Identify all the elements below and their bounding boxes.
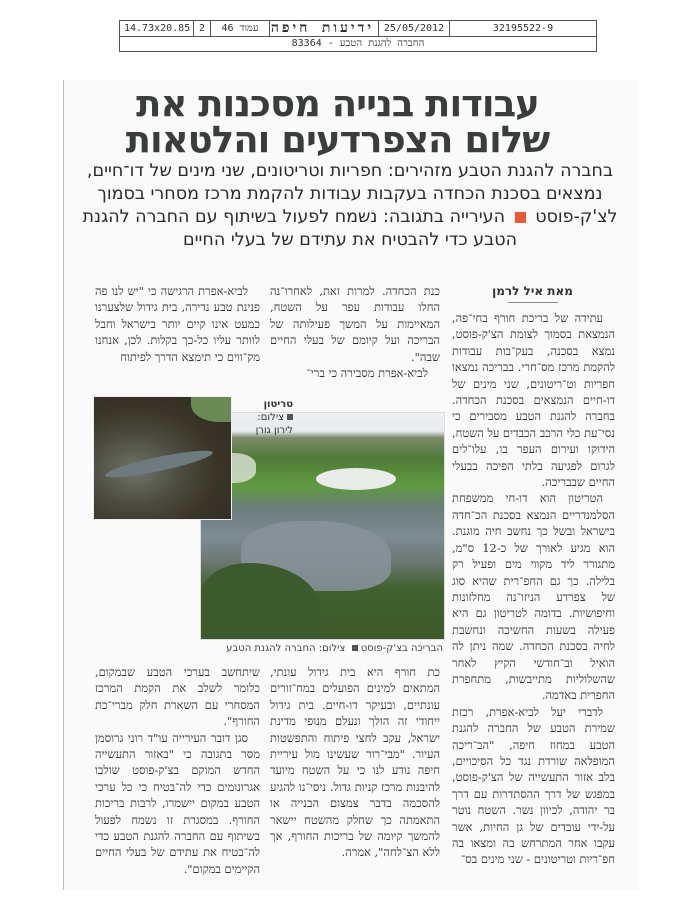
triton-caption-credit: לירון גורן [255,425,293,436]
column-left-top [95,283,260,365]
byline-divider [508,302,558,303]
clip-page [211,21,270,36]
paragraph: הטריטון הוא דו-חי ממשפחת הסלמנדריים הנמצא בסכנת הכ־חדה בישראל ובשל כך נחשב חיה מוגנת. הוא מגיע לאורך של כ-12 ס"מ, מתגורר ליד מקווי מים ופעיל רק בלילה. כך גם החפ־רית שהיא סוג של צפרדע הניזו־נה מחלזונות וחיפושיות. בדומה לטריטון גם היא פעילה בשעות החשיכה ונחשבת לחיה בסכנת הכחדה. שמה ניתן לה הואיל וב־חודשי הקיץ לאחר שהשלוליות מתייבשות, מתחפרת החפרית באדמה. [452,491,615,703]
triton-caption-title: טריטון [263,399,293,410]
square-bullet-icon [352,645,358,651]
column-left-bottom [95,664,260,877]
pond-caption-credit-label: צילום: [318,643,346,654]
clip-newspaper: ידיעות חיפה [270,21,379,36]
clip-page-number: 46 [221,23,234,34]
clip-date: 25/05/2012 [379,21,450,36]
pond-caption-credit: החברה להגנת הטבע [226,643,316,654]
clip-count: 2 [194,21,211,36]
paragraph: כת חורף היא בית גידול עונתי, המתאים למינים הפועלים במח־זורים עונתיים, ובעיקר דו-חיים. בית גידול ייחודי זה הולך ונעלם מנופי מדינת ישראל, עקב לחצי פיתוח והתפשטות העיור. "מבי־רור שעשינו מול עיריית חיפה נודע לנו כי על השטח מיועד להיבנות מרכז קניות גדול. ניסי־נו להגיע להסכמה בדבר צמצום הבנייה או התאמתה כך שחלק מהשטח יישאר להמשך קיומה של בריכות החורף, אך ללא הצ־לחה", אמרה. [270,665,440,860]
article-headline [70,82,605,161]
clip-client: החברה להגנת הטבע - 83364 [291,38,425,49]
paragraph: סגן דובר העירייה עו"ד רוני גרוסמן מסר בתגובה כי "באזור התעשייה החדש המוקם בצ'ק-פוסט שולבו אגרונומים כדי לה־בטיח כי כל ערכי הטבע במקום יישמרו, לרבות בריכות החורף. במסגרת זו נשמח לפעול בשיתוף עם החברה להגנת הטבע כדי לה־בטיח את עתידם של בעלי החיים הקיימים במקום". [95,730,260,876]
column-middle-bottom [270,664,440,861]
subhead-part-2: העירייה בתגובה: נשמח לפעול בשיתוף עם החברה להגנת הטבע כדי להבטיח את עתידם של בעלי החיים [82,207,518,250]
triton-caption [233,398,293,437]
pond-caption [200,643,443,654]
byline: מאת איל לרמן [492,284,573,298]
photo-pond [200,412,445,640]
column-middle-top [270,283,440,381]
paragraph: לביא-אפרת הרגישה כי "יש לנו פה פנינת טבע נדירה, בית גידול שלצערנו כמעט אינו קיים יותר בישראל וחבל לוותר עליו כל-כך בקלות. לכן, אנחנו מק־ווים כי תימצא הדרך לפיתוח [95,284,260,364]
square-bullet-icon [287,414,293,420]
headline-line-1: עבודות בנייה מסכנות את [136,82,539,125]
pond-caption-title: הבריכה בצ'ק-פוסט [360,643,443,654]
column-right [452,310,615,868]
paragraph: לביא-אפרת מסבירה כי ברי־ [306,366,428,381]
triton-caption-credit-label: צילום: [257,412,284,423]
photo-triton [93,396,232,520]
clipping-header [119,20,597,52]
paragraph: כנת הכחדה. למרות זאת, לאחרו־נה החלו עבודות עפר על השטח, המאיימות על המשך פעילותה של הבריכה ועל קיומם של בעלי החיים שבה". [270,284,440,364]
paragraph: לדברי יעל לביא-אפרת, רכזת שמירת הטבע של החברה להגנת הטבע במחוז חיפה, "הב־ריכה המופלאה שורדת נגד כל הסיכויים, בלב אזור התעשייה של הצ'ק-פוסט, במפגש של דרך ההסתדרות עם דרך בר יהודה, לכיוון נשר. השטח נוטר על-ידי עובדים של גן החיות, אשר עקבו אחר המתרחש בה ומצאו בה חפ־ריות וטריטונים - שני מינים בס־ [452,704,615,867]
photo-detail [316,468,396,490]
paragraph: עתידה של בריכת חורף בחי־פה, הנמצאת בסמוך לצומת הצ'ק-פוסט, נמצא בסכנה, בעק־בות עבודות להקמת מרכז מס־חרי. בבריכה נמצאו חפריות וט־ריטונים, שני מינים של דו-חיים הנמצאים בסכנת הכחדה. בחברה להגנת הטבע מסבירים כי נסי־עת כלי הרכב הכבדים על השטח, הידוקו ועירום העפר בו, עלו־לים לגרום לפגיעה בלתי הפיכה בבעלי החיים שבבריכה. [452,311,615,490]
subhead-part-1: בחברה להגנת הטבע מזהירים: חפריות וטריטונים, שני מינים של דו־חיים, נמצאים בסכנת הכחדה בעקבות עבודות להקמת מרכז מסחרי בסמוך לצ'ק-פוסט [86,161,618,227]
photo-detail [104,446,215,483]
red-square-bullet-icon [515,212,526,223]
photo-detail [191,397,231,422]
clipping-header-row [120,21,596,37]
clip-id: 32195522-9 [492,23,554,34]
article-subhead [80,160,620,252]
clip-size: 14.73x20.85 [120,21,194,36]
paragraph: שיתחשב בערכי הטבע שבמקום, כלומר לשלב את הקמת המרכז המסחרי עם השארת חלק מברי־כת החורף". [95,665,260,729]
clip-page-label: עמוד [239,23,259,34]
headline-line-2: שלום הצפרדעים והלטאות [125,118,550,161]
